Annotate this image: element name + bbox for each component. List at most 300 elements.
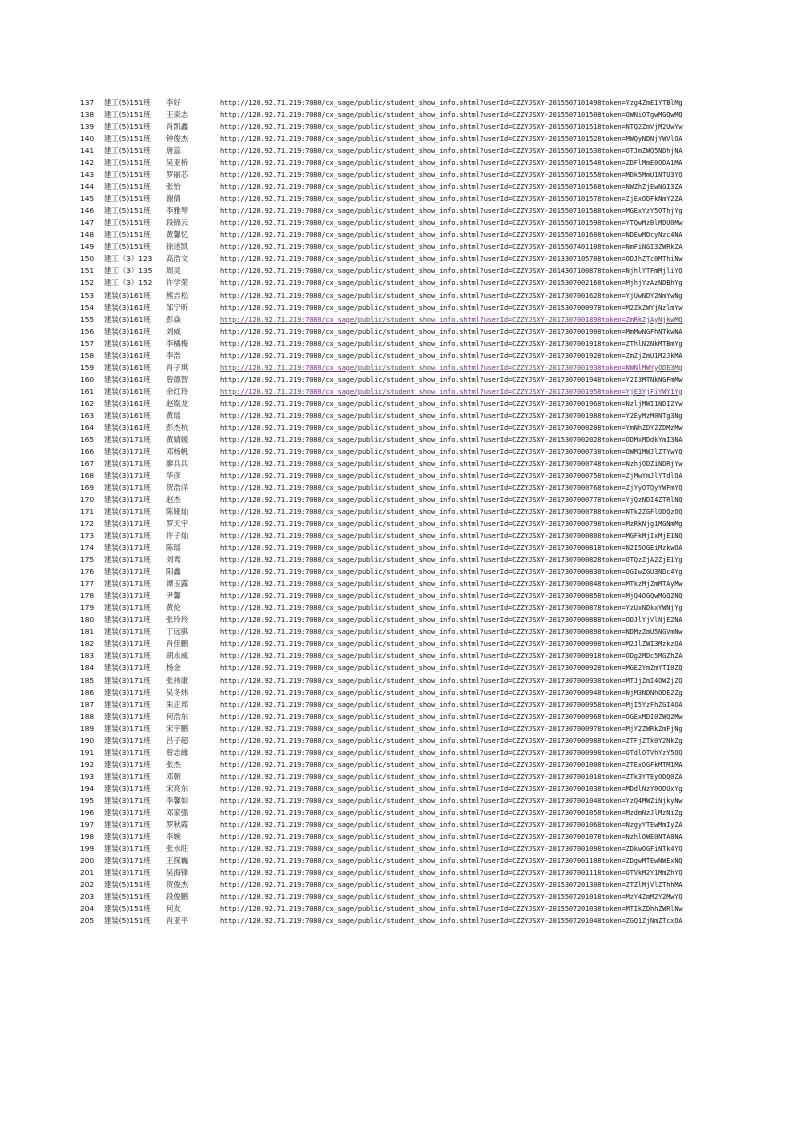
row-number: 183 xyxy=(80,651,95,661)
student-info-url: http://120.92.71.219:7080/cx_sage/public/student_show_info.shtml?userId=CZZYJSXY-2015507101598token=YTQwMzBlMDU0Mw xyxy=(220,219,683,228)
student-name: 李婉 xyxy=(166,831,181,841)
student-info-url: http://120.92.71.219:7080/cx_sage/public/student_show_info.shtml?userId=CZZYJSXY-2015307002028token=ODMxMDdkYmI3NA xyxy=(220,435,683,444)
table-row xyxy=(0,807,793,819)
row-number: 150 xyxy=(80,254,95,264)
table-row xyxy=(0,638,793,650)
class-name: 建工(5)151班 xyxy=(104,170,151,180)
class-name: 建装(3)161班 xyxy=(104,410,151,420)
student-name: 华彦 xyxy=(166,470,181,480)
table-row xyxy=(0,915,793,927)
class-name: 建装(3)171班 xyxy=(104,627,151,637)
student-name: 高浩文 xyxy=(166,254,189,264)
class-name: 建装(3)171班 xyxy=(104,470,151,480)
row-number: 196 xyxy=(80,807,95,817)
student-info-url: http://120.92.71.219:7080/cx_sage/public/student_show_info.shtml?userId=CZZYJSXY-2017307001908token=MmMwNGFhNTkwNA xyxy=(220,327,683,336)
student-info-url: http://120.92.71.219:7080/cx_sage/public/student_show_info.shtml?userId=CZZYJSXY-2017307001048token=YzQ4MWZiNjkyNw xyxy=(220,796,683,805)
student-name: 肖佳鹏 xyxy=(166,639,189,649)
class-name: 建工(5)151班 xyxy=(104,98,151,107)
table-row xyxy=(0,602,793,614)
student-info-link[interactable]: http://120.92.71.219:7080/cx_sage/public/student_show_info.shtml?userId=CZZYJSXY-2017307001898token=ZmRkZjAyNjkwMQ xyxy=(220,315,683,324)
student-info-url: http://120.92.71.219:7080/cx_sage/public/student_show_info.shtml?userId=CZZYJSXY-2015507101508token=OWNiOTgwMGQwMQ xyxy=(220,111,683,120)
student-name: 刘鸾 xyxy=(166,555,181,565)
student-name: 廖兵兵 xyxy=(166,458,189,468)
table-row xyxy=(0,217,793,229)
student-name: 唐蕊 xyxy=(166,146,181,156)
student-info-url: http://120.92.71.219:7080/cx_sage/public/student_show_info.shtml?userId=CZZYJSXY-2017307000858token=MjQ4OGQwMGQ2NQ xyxy=(220,592,683,601)
row-number: 154 xyxy=(80,302,95,312)
table-row xyxy=(0,169,793,181)
student-name: 宋宇鹏 xyxy=(166,723,189,733)
class-name: 建工(5)151班 xyxy=(104,122,151,132)
table-row xyxy=(0,326,793,338)
row-number: 148 xyxy=(80,230,95,240)
table-row xyxy=(0,771,793,783)
student-name: 李好 xyxy=(166,98,181,107)
student-name: 余红玲 xyxy=(166,386,189,396)
class-name: 建装(3)161班 xyxy=(104,362,151,372)
table-row xyxy=(0,374,793,386)
row-number: 144 xyxy=(80,182,95,192)
student-info-url: http://120.92.71.219:7080/cx_sage/public/student_show_info.shtml?userId=CZZYJSXY-2017307001008token=ZTExOGFkMTM1MA xyxy=(220,760,683,769)
student-name: 阳鑫 xyxy=(166,567,181,577)
student-info-url: http://120.92.71.219:7080/cx_sage/public/student_show_info.shtml?userId=CZZYJSXY-2015507101568token=NWZhZjEwNGI3ZA xyxy=(220,183,683,192)
class-name: 建工(5)151班 xyxy=(104,158,151,168)
student-info-link[interactable]: http://120.92.71.219:7080/cx_sage/public/student_show_info.shtml?userId=CZZYJSXY-2017307001938token=NWNlMWYyODE3Mg xyxy=(220,363,683,372)
student-info-url: http://120.92.71.219:7080/cx_sage/public/student_show_info.shtml?userId=CZZYJSXY-2017307000888token=ODJlYjVlNjE2NA xyxy=(220,616,683,625)
class-name: 建装(3)171班 xyxy=(104,699,151,709)
student-name: 张杰 xyxy=(166,759,181,769)
class-name: 建装(3)161班 xyxy=(104,374,151,384)
row-number: 178 xyxy=(80,591,95,601)
student-info-url: http://120.92.71.219:7080/cx_sage/public/student_show_info.shtml?userId=CZZYJSXY-2017307001118token=OTVkM2Y1MmZhYQ xyxy=(220,869,683,877)
student-info-url: http://120.92.71.219:7080/cx_sage/public/student_show_info.shtml?userId=CZZYJSXY-2017307000988token=ZTFjZTk0Y2NkZg xyxy=(220,736,683,745)
class-name: 建工(5)151班 xyxy=(104,230,151,240)
student-name: 段锦云 xyxy=(166,218,189,228)
student-name: 黄婧媛 xyxy=(166,434,189,444)
class-name: 建装(3)171班 xyxy=(104,507,151,517)
table-row xyxy=(0,410,793,422)
table-row xyxy=(0,578,793,590)
table-row xyxy=(0,843,793,855)
row-number: 159 xyxy=(80,362,95,372)
student-name: 吴亚桥 xyxy=(166,158,189,168)
row-number: 145 xyxy=(80,194,95,204)
table-row xyxy=(0,650,793,662)
table-row xyxy=(0,277,793,289)
class-name: 建工（3）152 xyxy=(104,278,153,288)
class-name: 建装(3)171班 xyxy=(104,458,151,468)
class-name: 建装(3)161班 xyxy=(104,302,151,312)
student-name: 段俊鹏 xyxy=(166,892,189,902)
row-number: 151 xyxy=(80,266,95,276)
row-number: 181 xyxy=(80,627,95,637)
row-number: 162 xyxy=(80,398,95,408)
student-info-url: http://120.92.71.219:7080/cx_sage/public/student_show_info.shtml?userId=CZZYJSXY-2017307000798token=MzRkNjg1MGNmMg xyxy=(220,520,683,529)
student-name: 何浩东 xyxy=(166,711,189,721)
row-number: 170 xyxy=(80,495,95,505)
row-number: 143 xyxy=(80,170,95,180)
table-row xyxy=(0,205,793,217)
row-number: 189 xyxy=(80,723,95,733)
table-row xyxy=(0,482,793,494)
student-info-url: http://120.92.71.219:7080/cx_sage/public/student_show_info.shtml?userId=CZZYJSXY-2017307000738token=OWM1MWJlZTYwYQ xyxy=(220,447,683,456)
row-number: 179 xyxy=(80,603,95,613)
table-row xyxy=(0,133,793,145)
student-name: 王探巍 xyxy=(166,855,189,865)
table-row xyxy=(0,265,793,277)
table-row xyxy=(0,253,793,265)
student-name: 贺浩洋 xyxy=(166,483,189,492)
student-name: 邹宁昕 xyxy=(166,302,189,312)
student-name: 吴冬炜 xyxy=(166,687,189,697)
student-info-url: http://120.92.71.219:7080/cx_sage/public/student_show_info.shtml?userId=CZZYJSXY-2017307000978token=MjY2ZWRkZmFjNg xyxy=(220,724,683,733)
table-row xyxy=(0,506,793,518)
student-info-url: http://120.92.71.219:7080/cx_sage/public/student_show_info.shtml?userId=CZZYJSXY-2015307201308token=ZTZlMjVlZThhMA xyxy=(220,881,683,890)
student-info-url: http://120.92.71.219:7080/cx_sage/public/student_show_info.shtml?userId=CZZYJSXY-2017307000838token=OGIwZGU3NDc4Yg xyxy=(220,568,683,577)
class-name: 建装(3)171班 xyxy=(104,687,151,697)
student-name: 张祎康 xyxy=(166,675,189,685)
row-number: 146 xyxy=(80,206,95,216)
class-name: 建装(3)171班 xyxy=(104,651,151,661)
student-info-url: http://120.92.71.219:7080/cx_sage/public/student_show_info.shtml?userId=CZZYJSXY-2017307000818token=N2I5OGEiMzkwOA xyxy=(220,544,683,553)
row-number: 147 xyxy=(80,218,95,228)
student-name: 彭杰杭 xyxy=(166,422,189,432)
table-row xyxy=(0,855,793,867)
row-number: 156 xyxy=(80,326,95,336)
student-info-url: http://120.92.71.219:7080/cx_sage/public/student_show_info.shtml?userId=CZZYJSXY-2017307000908token=M2JlZWI3MzkzOA xyxy=(220,640,683,649)
class-name: 建装(3)161班 xyxy=(104,326,151,336)
student-name: 贺俊杰 xyxy=(166,880,189,890)
table-row xyxy=(0,302,793,314)
class-name: 建装(3)171班 xyxy=(104,819,151,829)
row-number: 174 xyxy=(80,543,95,553)
student-name: 陈瑶 xyxy=(166,543,181,553)
class-name: 建装(3)171班 xyxy=(104,519,151,529)
row-number: 205 xyxy=(80,916,95,926)
table-row xyxy=(0,422,793,434)
student-info-url: http://120.92.71.219:7080/cx_sage/public/student_show_info.shtml?userId=CZZYJSXY-2015507401108token=NmFiNGI3ZWRkZA xyxy=(220,243,683,252)
table-row xyxy=(0,783,793,795)
class-name: 建装(5)151班 xyxy=(104,916,151,926)
student-info-url: http://120.92.71.219:7080/cx_sage/public/student_show_info.shtml?userId=CZZYJSXY-2017307000898token=NDMzZmU5NGVmNw xyxy=(220,628,683,637)
class-name: 建装(3)171班 xyxy=(104,675,151,685)
row-number: 192 xyxy=(80,759,95,769)
student-name: 肖亚平 xyxy=(166,916,189,926)
row-number: 180 xyxy=(80,615,95,625)
student-info-url: http://120.92.71.219:7080/cx_sage/public/student_show_info.shtml?userId=CZZYJSXY-2015507101548token=ZDFlMmE0ODA1MA xyxy=(220,159,683,168)
row-number: 188 xyxy=(80,711,95,721)
student-name: 陈娅灿 xyxy=(166,507,189,517)
student-name: 尹馨 xyxy=(166,591,181,601)
row-number: 203 xyxy=(80,892,95,902)
student-info-url: http://120.92.71.219:7080/cx_sage/public/student_show_info.shtml?userId=CZZYJSXY-2017307001948token=Y2I3MTNkNGFmMw xyxy=(220,375,683,384)
student-name: 胡永威 xyxy=(166,651,189,661)
table-row xyxy=(0,398,793,410)
student-info-url: http://120.92.71.219:7080/cx_sage/public/student_show_info.shtml?userId=CZZYJSXY-2017307001628token=YjUwNDY2NmYwNg xyxy=(220,291,683,300)
class-name: 建工(5)151班 xyxy=(104,182,151,192)
student-name: 黄伦 xyxy=(166,603,181,613)
class-name: 建装(3)171班 xyxy=(104,663,151,673)
row-number: 158 xyxy=(80,350,95,360)
table-row xyxy=(0,434,793,446)
class-name: 建装(3)171班 xyxy=(104,868,151,877)
class-name: 建装(3)161班 xyxy=(104,422,151,432)
row-number: 190 xyxy=(80,735,95,745)
row-number: 172 xyxy=(80,519,95,529)
row-number: 137 xyxy=(80,98,95,107)
student-info-url: http://120.92.71.219:7080/cx_sage/public/student_show_info.shtml?userId=CZZYJSXY-2017307000938token=MTJjZmI4OWZjZQ xyxy=(220,676,683,685)
class-name: 建工(5)151班 xyxy=(104,134,151,144)
row-number: 139 xyxy=(80,122,95,132)
student-info-url: http://120.92.71.219:7080/cx_sage/public/student_show_info.shtml?userId=CZZYJSXY-2017307000848token=MTkzMjZmMTAyMw xyxy=(220,580,683,589)
row-number: 199 xyxy=(80,843,95,853)
class-name: 建装(3)171班 xyxy=(104,723,151,733)
row-number: 184 xyxy=(80,663,95,673)
table-row xyxy=(0,867,793,879)
student-name: 宋亮东 xyxy=(166,783,189,793)
student-name: 朱正邦 xyxy=(166,699,189,709)
row-number: 201 xyxy=(80,868,95,877)
table-row xyxy=(0,626,793,638)
class-name: 建装(3)171班 xyxy=(104,747,151,757)
row-number: 153 xyxy=(80,290,95,300)
table-row xyxy=(0,470,793,482)
student-name: 许学荣 xyxy=(166,278,189,288)
table-row xyxy=(0,759,793,771)
student-name: 谢倩 xyxy=(166,194,181,204)
class-name: 建装(3)171班 xyxy=(104,615,151,625)
row-number: 152 xyxy=(80,278,95,288)
student-name: 张水旺 xyxy=(166,843,189,853)
student-info-url: http://120.92.71.219:7080/cx_sage/public/student_show_info.shtml?userId=CZZYJSXY-2015507101588token=MGExYzY5OThjYg xyxy=(220,207,683,216)
row-number: 191 xyxy=(80,747,95,757)
table-row xyxy=(0,662,793,674)
student-info-url: http://120.92.71.219:7080/cx_sage/public/student_show_info.shtml?userId=CZZYJSXY-2015507201038token=MTIkZDhhZWRlNw xyxy=(220,905,683,914)
class-name: 建装(3)161班 xyxy=(104,398,151,408)
student-info-url: http://120.92.71.219:7080/cx_sage/public/student_show_info.shtml?userId=CZZYJSXY-2015507101528token=MWQyNDNjYWVlOA xyxy=(220,135,683,144)
class-name: 建装(3)171班 xyxy=(104,495,151,505)
class-name: 建工（3）135 xyxy=(104,266,153,276)
class-name: 建装(3)171班 xyxy=(104,855,151,865)
table-row xyxy=(0,518,793,530)
class-name: 建工(5)151班 xyxy=(104,194,151,204)
student-info-url: http://120.92.71.219:7080/cx_sage/public/student_show_info.shtml?userId=CZZYJSXY-2017307001038token=MDdlNzY0ODUxYg xyxy=(220,784,683,793)
class-name: 建装(3)171班 xyxy=(104,759,151,769)
student-info-url: http://120.92.71.219:7080/cx_sage/public/student_show_info.shtml?userId=CZZYJSXY-2017307000208token=YmNhZDY2ZDMzMw xyxy=(220,423,683,432)
class-name: 建装(3)171班 xyxy=(104,639,151,649)
student-name: 徐述凯 xyxy=(166,242,189,252)
student-name: 钟俊杰 xyxy=(166,134,189,144)
class-name: 建装(3)171班 xyxy=(104,711,151,721)
row-number: 193 xyxy=(80,771,95,781)
row-number: 195 xyxy=(80,795,95,805)
table-row xyxy=(0,157,793,169)
class-name: 建装(3)171班 xyxy=(104,434,151,444)
student-info-url: http://120.92.71.219:7080/cx_sage/public/student_show_info.shtml?userId=CZZYJSXY-2017307001078token=NzhlOWE0NTA0NA xyxy=(220,832,683,841)
student-info-url: http://120.92.71.219:7080/cx_sage/public/student_show_info.shtml?userId=CZZYJSXY-2015507101578token=ZjExODFkNmY2ZA xyxy=(220,195,683,204)
student-name: 黄馨忆 xyxy=(166,230,189,240)
row-number: 138 xyxy=(80,110,95,120)
student-name: 彭焱 xyxy=(166,314,181,324)
class-name: 建装(3)161班 xyxy=(104,314,151,324)
class-name: 建装(3)171班 xyxy=(104,603,151,613)
student-name: 肖子琪 xyxy=(166,362,189,372)
student-name: 张玲玲 xyxy=(166,615,189,625)
class-name: 建装(3)171班 xyxy=(104,555,151,565)
class-name: 建装(3)171班 xyxy=(104,531,151,541)
class-name: 建工(5)151班 xyxy=(104,110,151,120)
table-row xyxy=(0,121,793,133)
student-info-url: http://120.92.71.219:7080/cx_sage/public/student_show_info.shtml?userId=CZZYJSXY-2015507101518token=NTQ2ZmVjM2UwYw xyxy=(220,123,683,132)
student-info-url: http://120.92.71.219:7080/cx_sage/public/student_show_info.shtml?userId=CZZYJSXY-2017307000998token=OTdlOTVhYzY5OQ xyxy=(220,748,683,757)
row-number: 149 xyxy=(80,242,95,252)
class-name: 建装(3)161班 xyxy=(104,290,151,300)
class-name: 建装(3)171班 xyxy=(104,483,151,492)
student-name: 肖凯鑫 xyxy=(166,122,189,132)
row-number: 157 xyxy=(80,338,95,348)
class-name: 建装(5)151班 xyxy=(104,904,151,914)
row-number: 164 xyxy=(80,422,95,432)
student-info-url: http://120.92.71.219:7080/cx_sage/public/student_show_info.shtml?userId=CZZYJSXY-2015307002168token=MjhjYzAzNDBhYg xyxy=(220,279,683,288)
row-number: 166 xyxy=(80,446,95,456)
table-row xyxy=(0,675,793,687)
class-name: 建装(5)151班 xyxy=(104,892,151,902)
student-info-url: http://120.92.71.219:7080/cx_sage/public/student_show_info.shtml?userId=CZZYJSXY-2017307001018token=ZTk3YTEyODQ0ZA xyxy=(220,772,683,781)
student-info-url: http://120.92.71.219:7080/cx_sage/public/student_show_info.shtml?userId=CZZYJSXY-2017307000928token=MGE2YmZmYTI0ZQ xyxy=(220,664,683,673)
class-name: 建装(5)151班 xyxy=(104,880,151,890)
row-number: 176 xyxy=(80,567,95,577)
student-name: 许子灿 xyxy=(166,531,189,541)
row-number: 185 xyxy=(80,675,95,685)
row-number: 175 xyxy=(80,555,95,565)
table-row xyxy=(0,687,793,699)
student-name: 丁远骐 xyxy=(166,627,189,637)
class-name: 建装(3)171班 xyxy=(104,771,151,781)
student-name: 赵杰 xyxy=(166,495,181,505)
student-name: 何友 xyxy=(166,904,181,914)
student-info-url: http://120.92.71.219:7080/cx_sage/public/student_show_info.shtml?userId=CZZYJSXY-2017307001988token=Y2EyMzM0NTg3Ng xyxy=(220,411,683,420)
row-number: 167 xyxy=(80,458,95,468)
table-row xyxy=(0,554,793,566)
table-row xyxy=(0,494,793,506)
class-name: 建装(3)171班 xyxy=(104,831,151,841)
student-info-url: http://120.92.71.219:7080/cx_sage/public/student_show_info.shtml?userId=CZZYJSXY-2015507101498token=Yzg4ZmE1YTBlMg xyxy=(220,99,683,107)
table-row xyxy=(0,181,793,193)
student-info-link[interactable]: http://120.92.71.219:7080/cx_sage/public/student_show_info.shtml?userId=CZZYJSXY-2017307001958token=YjE3YjFiYWY1Yg xyxy=(220,387,683,396)
table-row xyxy=(0,903,793,915)
student-info-url: http://120.92.71.219:7080/cx_sage/public/student_show_info.shtml?userId=CZZYJSXY-2017307000968token=OGExMDI0ZWQ2Mw xyxy=(220,712,683,721)
class-name: 建工(5)151班 xyxy=(104,242,151,252)
student-name: 吴海锋 xyxy=(166,868,189,877)
class-name: 建装(3)171班 xyxy=(104,446,151,456)
student-info-url: http://120.92.71.219:7080/cx_sage/public/student_show_info.shtml?userId=CZZYJSXY-2017307000788token=NTk2ZGFlODQzOQ xyxy=(220,508,683,517)
student-name: 罗丽芯 xyxy=(166,170,189,180)
student-info-url: http://120.92.71.219:7080/cx_sage/public/student_show_info.shtml?userId=CZZYJSXY-2017307000828token=OTQzZjA2ZjE1Yg xyxy=(220,556,683,565)
class-name: 建装(3)171班 xyxy=(104,843,151,853)
row-number: 161 xyxy=(80,386,95,396)
student-info-url: http://120.92.71.219:7080/cx_sage/public/student_show_info.shtml?userId=CZZYJSXY-2017307001918token=ZThlN2NkMTBmYg xyxy=(220,339,683,348)
student-name: 邓家强 xyxy=(166,807,189,817)
student-info-url: http://120.92.71.219:7080/cx_sage/public/student_show_info.shtml?userId=CZZYJSXY-2015507201018token=MzY4ZmM2Y2MwYQ xyxy=(220,893,683,902)
table-row xyxy=(0,795,793,807)
table-row xyxy=(0,314,793,326)
row-number: 204 xyxy=(80,904,95,914)
student-info-url: http://120.92.71.219:7080/cx_sage/public/student_show_info.shtml?userId=CZZYJSXY-2017307000878token=YzUxNDkxYWNjYg xyxy=(220,604,683,613)
table-row xyxy=(0,614,793,626)
class-name: 建装(3)171班 xyxy=(104,807,151,817)
student-name: 李橘梅 xyxy=(166,338,189,348)
student-link-table xyxy=(0,97,793,927)
table-row xyxy=(0,458,793,470)
student-info-url: http://120.92.71.219:7080/cx_sage/public/student_show_info.shtml?userId=CZZYJSXY-2013307105708token=ODJhZTc0MThiNw xyxy=(220,255,683,264)
student-name: 张怡 xyxy=(166,182,181,192)
row-number: 141 xyxy=(80,146,95,156)
row-number: 186 xyxy=(80,687,95,697)
table-row xyxy=(0,891,793,903)
student-name: 黄瑶 xyxy=(166,410,181,420)
student-info-url: http://120.92.71.219:7080/cx_sage/public/student_show_info.shtml?userId=CZZYJSXY-2017307001968token=NzljMWI1NDI2Yw xyxy=(220,399,683,408)
student-info-url: http://120.92.71.219:7080/cx_sage/public/student_show_info.shtml?userId=CZZYJSXY-2017307001108token=ZDgwMTEwNWExNQ xyxy=(220,856,683,865)
class-name: 建装(3)161班 xyxy=(104,350,151,360)
row-number: 163 xyxy=(80,410,95,420)
student-info-url: http://120.92.71.219:7080/cx_sage/public/student_show_info.shtml?userId=CZZYJSXY-2017307000958token=MjI5YzFhZGI4OA xyxy=(220,700,683,709)
class-name: 建装(3)171班 xyxy=(104,795,151,805)
row-number: 140 xyxy=(80,134,95,144)
table-row xyxy=(0,145,793,157)
row-number: 160 xyxy=(80,374,95,384)
row-number: 169 xyxy=(80,483,95,492)
student-name: 邓杨帆 xyxy=(166,446,189,456)
class-name: 建装(3)171班 xyxy=(104,591,151,601)
student-info-url: http://120.92.71.219:7080/cx_sage/public/student_show_info.shtml?userId=CZZYJSXY-2015507101538token=OTJmZWQ5NDhjNA xyxy=(220,147,683,156)
row-number: 165 xyxy=(80,434,95,444)
student-name: 曾德智 xyxy=(166,374,189,384)
student-info-url: http://120.92.71.219:7080/cx_sage/public/student_show_info.shtml?userId=CZZYJSXY-2017307001928token=ZmZjZmU1M2JkMA xyxy=(220,351,683,360)
table-row xyxy=(0,241,793,253)
student-name: 李雅琴 xyxy=(166,206,189,216)
student-info-url: http://120.92.71.219:7080/cx_sage/public/student_show_info.shtml?userId=CZZYJSXY-2015507101608token=NDEwMDcyNzc4NA xyxy=(220,231,683,240)
student-name: 王束志 xyxy=(166,110,189,120)
student-name: 刘威 xyxy=(166,326,181,336)
student-name: 邓朝 xyxy=(166,771,181,781)
table-row xyxy=(0,193,793,205)
table-row xyxy=(0,735,793,747)
table-row xyxy=(0,831,793,843)
row-number: 173 xyxy=(80,531,95,541)
table-row xyxy=(0,566,793,578)
table-row xyxy=(0,699,793,711)
class-name: 建工(5)151班 xyxy=(104,218,151,228)
row-number: 142 xyxy=(80,158,95,168)
row-number: 182 xyxy=(80,639,95,649)
student-name: 杨金 xyxy=(166,663,181,673)
class-name: 建装(3)171班 xyxy=(104,543,151,553)
row-number: 200 xyxy=(80,855,95,865)
table-row xyxy=(0,747,793,759)
student-info-url: http://120.92.71.219:7080/cx_sage/public/student_show_info.shtml?userId=CZZYJSXY-2017307000748token=NzhjODZiNDRjYw xyxy=(220,459,683,468)
row-number: 177 xyxy=(80,579,95,589)
student-name: 李馨如 xyxy=(166,795,189,805)
class-name: 建装(3)171班 xyxy=(104,579,151,589)
table-row xyxy=(0,711,793,723)
table-row xyxy=(0,229,793,241)
class-name: 建装(3)171班 xyxy=(104,783,151,793)
class-name: 建装(3)171班 xyxy=(104,567,151,577)
student-name: 曾志緣 xyxy=(166,747,189,757)
table-row xyxy=(0,530,793,542)
row-number: 187 xyxy=(80,699,95,709)
student-name: 李浩 xyxy=(166,350,181,360)
